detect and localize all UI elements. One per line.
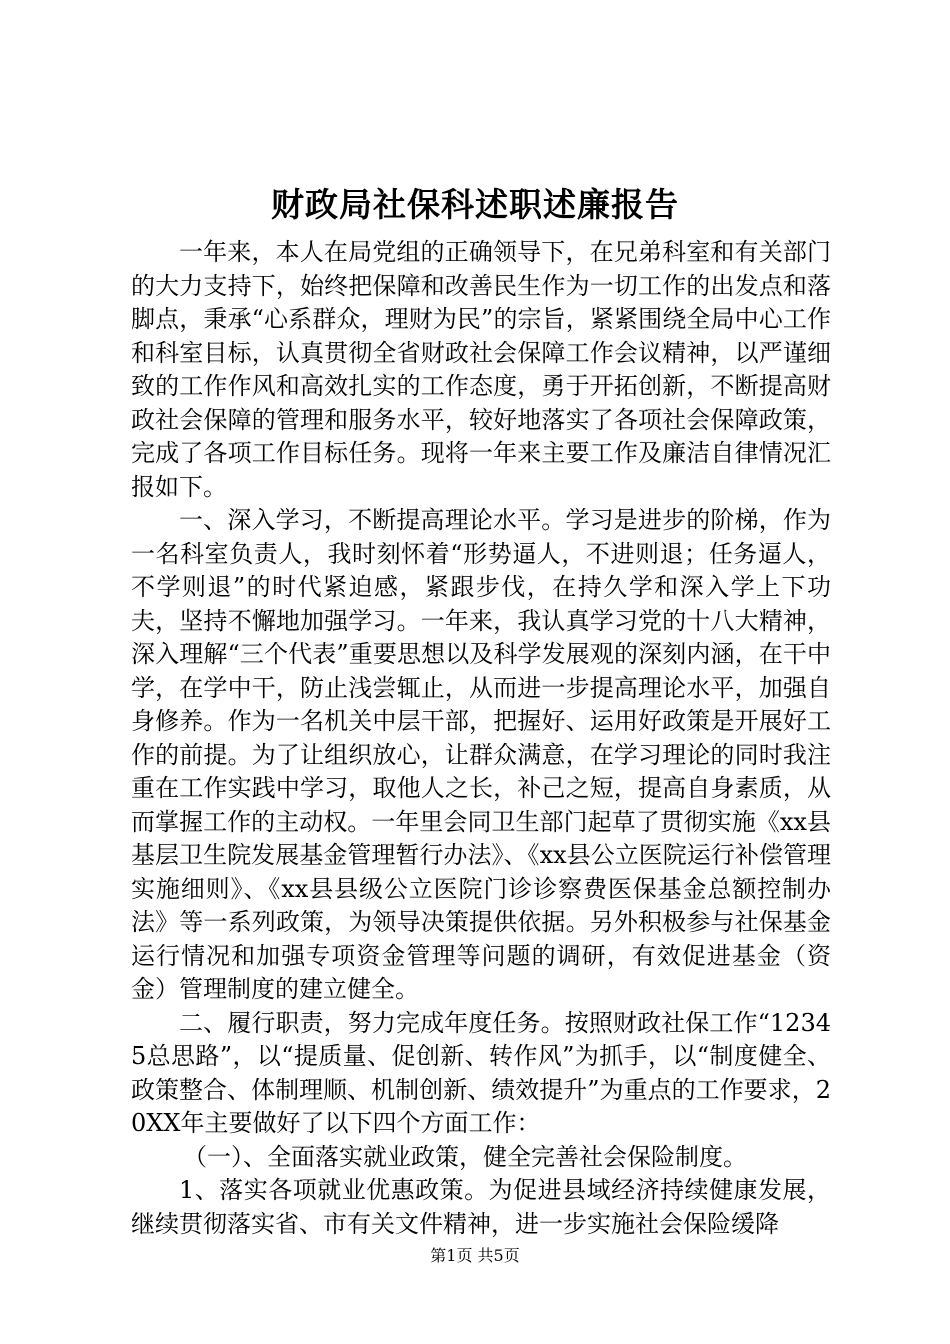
paragraph-intro: 一年来，本人在局党组的正确领导下，在兄弟科室和有关部门的大力支持下，始终把保障和改善民生作为一切工作的出发点和落脚点，秉承“心系群众，理财为民”的宗旨，紧紧围绕全局中心工作和科室目标，认真贯彻全省财政社会保障工作会议精神，以严谨细致的工作作风和高效扎实的工作态度，勇于开拓创新，不断提高财政社会保障的管理和服务水平，较好地落实了各项社会保障政策，完成了各项工作目标任务。现将一年来主要工作及廉洁自律情况汇报如下。 xyxy=(131,238,831,501)
page-number: 第1页 共5页 xyxy=(430,1246,520,1265)
document-body xyxy=(131,236,831,1241)
paragraph-subsection-1: （一）、全面落实就业政策，健全完善社会保险制度。 xyxy=(183,1142,747,1171)
document-title: 财政局社保科述职述廉报告 xyxy=(271,185,679,224)
paragraph-section-1: 一、深入学习，不断提高理论水平。学习是进步的阶梯，作为一名科室负责人，我时刻怀着“形势逼人，不进则退；任务逼人，不学则退”的时代紧迫感，紧跟步伐，在持久学和深入学上下功夫，坚持不懈地加强学习。一年来，我认真学习党的十八大精神，深入理解“三个代表”重要思想以及科学发展观的深刻内涵，在干中学，在学中干，防止浅尝辄止，从而进一步提高理论水平，加强自身修养。作为一名机关中层干部，把握好、运用好政策是开展好工作的前提。为了让组织放心，让群众满意，在学习理论的同时我注重在工作实践中学习，取他人之长，补己之短，提高自身素质，从而掌握工作的主动权。一年里会同卫生部门起草了贯彻实施《xx县基层卫生院发展基金管理暂行办法》、《xx县公立医院运行补偿管理实施细则》、《xx县县级公立医院门诊诊察费医保基金总额控制办法》等一系列政策，为领导决策提供依据。另外积极参与社保基金运行情况和加强专项资金管理等问题的调研，有效促进基金（资金）管理制度的建立健全。 xyxy=(131,506,831,1003)
paragraph-section-2: 二、履行职责，努力完成年度任务。按照财政社保工作“12345总思路”，以“提质量、促创新、转作风”为抓手，以“制度健全、政策整合、体制理顺、机制创新、绩效提升”为重点的工作要求，20XX年主要做好了以下四个方面工作： xyxy=(131,1008,831,1137)
paragraph-item-1: 1、落实各项就业优惠政策。为促进县域经济持续健康发展，继续贯彻落实省、市有关文件精神，进一步实施社会保险缓降 xyxy=(131,1176,831,1238)
